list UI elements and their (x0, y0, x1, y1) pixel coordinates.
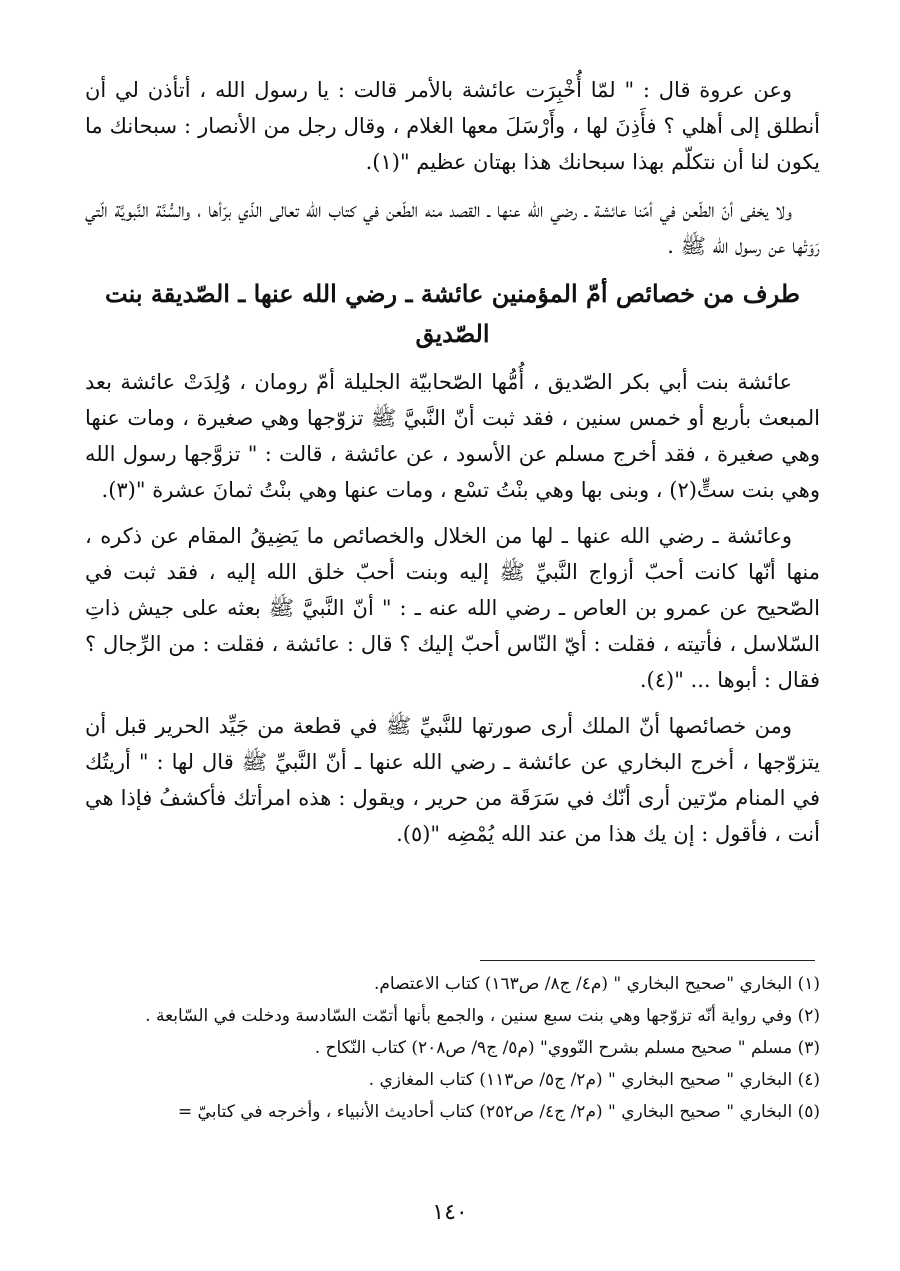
paragraph-angel-image: ومن خصائصها أنّ الملك أرى صورتها للنَّبيِّ ﷺ في قطعة من جَيِّد الحرير قبل أن يتزوّجها ، أخرج البخاري عن عائشة ـ رضي الله عنها ـ أنّ النَّبيِّ ﷺ قال لها : " أريتُك في المنام مرّتين أرى أنّك في سَرَقَة من حرير ، ويقول : هذه امرأتك فأكشفُ فإذا هي أنت ، فأقول : إن يك هذا من عند الله يُمْضِه "(٥). (85, 714, 820, 846)
section-heading: طرف من خصائص أمّ المؤمنين عائشة ـ رضي الله عنها ـ الصّديقة بنت الصّديق (105, 279, 800, 348)
paragraph-lineage: عائشة بنت أبي بكر الصّديق ، أُمُّها الصّحابيّة الجليلة أمّ رومان ، وُلِدَتْ عائشة بعد المبعث بأربع أو خمس سنين ، فقد ثبت أنّ النَّبيَّ ﷺ تزوّجها وهي صغيرة ، ومات عنها وهي صغيرة ، فقد أخرج مسلم عن الأسود ، عن عائشة ، قالت : " تزوَّجها رسول الله وهي بنت ستٍّ(٢) ، وبنى بها وهي بنْتُ تسْع ، ومات عنها وهي بنْتُ ثمانَ عشرة "(٣). (85, 370, 820, 502)
page-body (85, 72, 820, 862)
footnote-3: (٣) مسلم " صحيح مسلم بشرح النّووي" (م٥/ ج٩/ ص٢٠٨) كتاب النّكاح . (314, 1038, 820, 1058)
page-number: ١٤٠ (432, 1200, 468, 1225)
footnote-divider (480, 960, 815, 961)
footnote-2: (٢) وفي رواية أنّه تزوّجها وهي بنت سبع سنين ، والجمع بأنها أتمّت السّادسة ودخلت في السّابعة . (145, 1006, 820, 1026)
paragraph-urwa-narration: وعن عروة قال : " لمّا أُخْبِرَت عائشة بالأمر قالت : يا رسول الله ، أتأذن لي أن أنطلق إلى أهلي ؟ فأَذِنَ لها ، وأَرْسَلَ معها الغلام ، وقال رجل من الأنصار : سبحانك ما يكون لنا أن نتكلّم بهذا سبحانك هذا بهتان عظيم "(١). (85, 78, 820, 174)
footnote-1: (١) البخاري "صحيح البخاري " (م٤/ ج٨/ ص١٦٣) كتاب الاعتصام. (373, 974, 820, 994)
footnote-5: (٥) البخاري " صحيح البخاري " (م٢/ ج٤/ ص٢٥٢) كتاب أحاديث الأنبياء ، وأخرجه في كتابيّ = (177, 1102, 820, 1122)
paragraph-slander-note: ولا يخفى أنّ الطّعن في أمّنا عائشة ـ رضي الله عنها ـ القصد منه الطّعن في كتاب الله تعالى الذّي برّأها ، والسُّنَّة النَّبويَّة الّتي رَوَتْها عن رسول الله ﷺ . (85, 198, 820, 258)
footnotes-list (85, 968, 820, 1128)
footnote-4: (٤) البخاري " صحيح البخاري " (م٢/ ج٥/ ص١١٣) كتاب المغازي . (368, 1070, 820, 1090)
paragraph-virtues: وعائشة ـ رضي الله عنها ـ لها من الخلال والخصائص ما يَضِيقُ المقام عن ذكره ، منها أنّها كانت أحبّ أزواج النَّبيِّ ﷺ إليه وبنت أحبّ خلق الله إليه ، فقد ثبت في الصّحيح عن عمرو بن العاص ـ رضي الله عنه ـ : " أنّ النَّبيَّ ﷺ بعثه على جيش ذاتِ السّلاسل ، فأتيته ، فقلت : أيّ النّاس أحبّ إليك ؟ قال : عائشة ، فقلت : من الرِّجال ؟ فقال : أبوها ... "(٤). (85, 524, 820, 692)
